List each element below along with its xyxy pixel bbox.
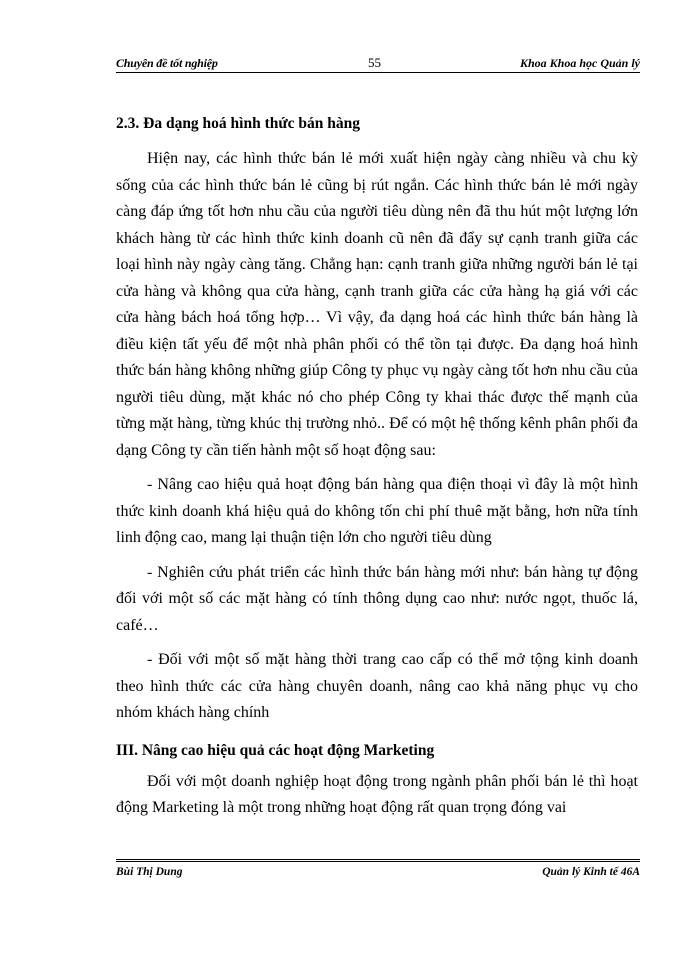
header-faculty: Khoa Khoa học Quản lý [519,56,640,70]
footer-author: Bùi Thị Dung [116,866,183,878]
body-paragraph: Đối với một doanh nghiệp hoạt động trong ngành phân phối bán lẻ thì hoạt động Marketing là một trong những hoạt động rất quan trọng đóng vai [116,772,638,816]
page-footer [116,866,640,880]
footer-class: Quản lý Kinh tế 46A [542,866,640,878]
page-number: 55 [368,55,381,70]
bullet-paragraph: - Nghiên cứu phát triển các hình thức bán hàng mới như: bán hàng tự động đối với một số các mặt hàng có tính thông dụng cao như: nước ngọt, thuốc lá, café… [116,563,638,634]
bullet-paragraph: - Nâng cao hiệu quả hoạt động bán hàng qua điện thoại vì đây là một hình thức kinh doanh khá hiệu quả do không tốn chi phí thuê mặt bằng, hơn nữa tính linh động cao, mang lại thuận tiện lớn cho người tiêu dùng [116,476,638,546]
footer-rule [116,859,640,864]
bullet-paragraph: - Đối với một số mặt hàng thời trang cao cấp có thể mở tộng kinh doanh theo hình thức các cửa hàng chuyên doanh, nâng cao khả năng phục vụ cho nhóm khách hàng chính [116,651,638,721]
page-body [116,112,638,822]
page-header [116,56,640,72]
header-rule [116,72,640,73]
body-paragraph: Hiện nay, các hình thức bán lẻ mới xuất hiện ngày càng nhiều và chu kỳ sống của các hình thức bán lẻ cũng bị rút ngắn. Các hình thức bán lẻ mới ngày càng đáp ứng tốt hơn nhu cầu của người tiêu dùng nên đã thu hút một lượng lớn khách hàng từ các hình thức kinh doanh cũ nên đã đẩy sự cạnh tranh giữa các loại hình này ngày càng tăng. Chẳng hạn: cạnh tranh giữa những người bán lẻ tại cửa hàng và không qua cửa hàng, cạnh tranh giữa các cửa hàng hạ giá với các cửa hàng bách hoá tổng hợp… Vì vậy, đa dạng hoá các hình thức bán hàng là điều kiện tất yếu để một nhà phân phối có thể tồn tại được. Đa dạng hoá hình thức bán hàng không những giúp Công ty phục vụ ngày càng tốt hơn nhu cầu của người tiêu dùng, mặt khác nó cho phép Công ty khai thác được thế mạnh của từng mặt hàng, từng khúc thị trường nhỏ.. Để có một hệ thống kênh phân phối đa dạng Công ty cần tiến hành một số hoạt động sau: [116,150,638,459]
section-heading: 2.3. Đa dạng hoá hình thức bán hàng [116,115,361,132]
header-thesis-title: Chuyên đề tốt nghiệp [116,56,218,70]
section-heading-2: III. Nâng cao hiệu quả các hoạt động Marketing [116,741,435,759]
